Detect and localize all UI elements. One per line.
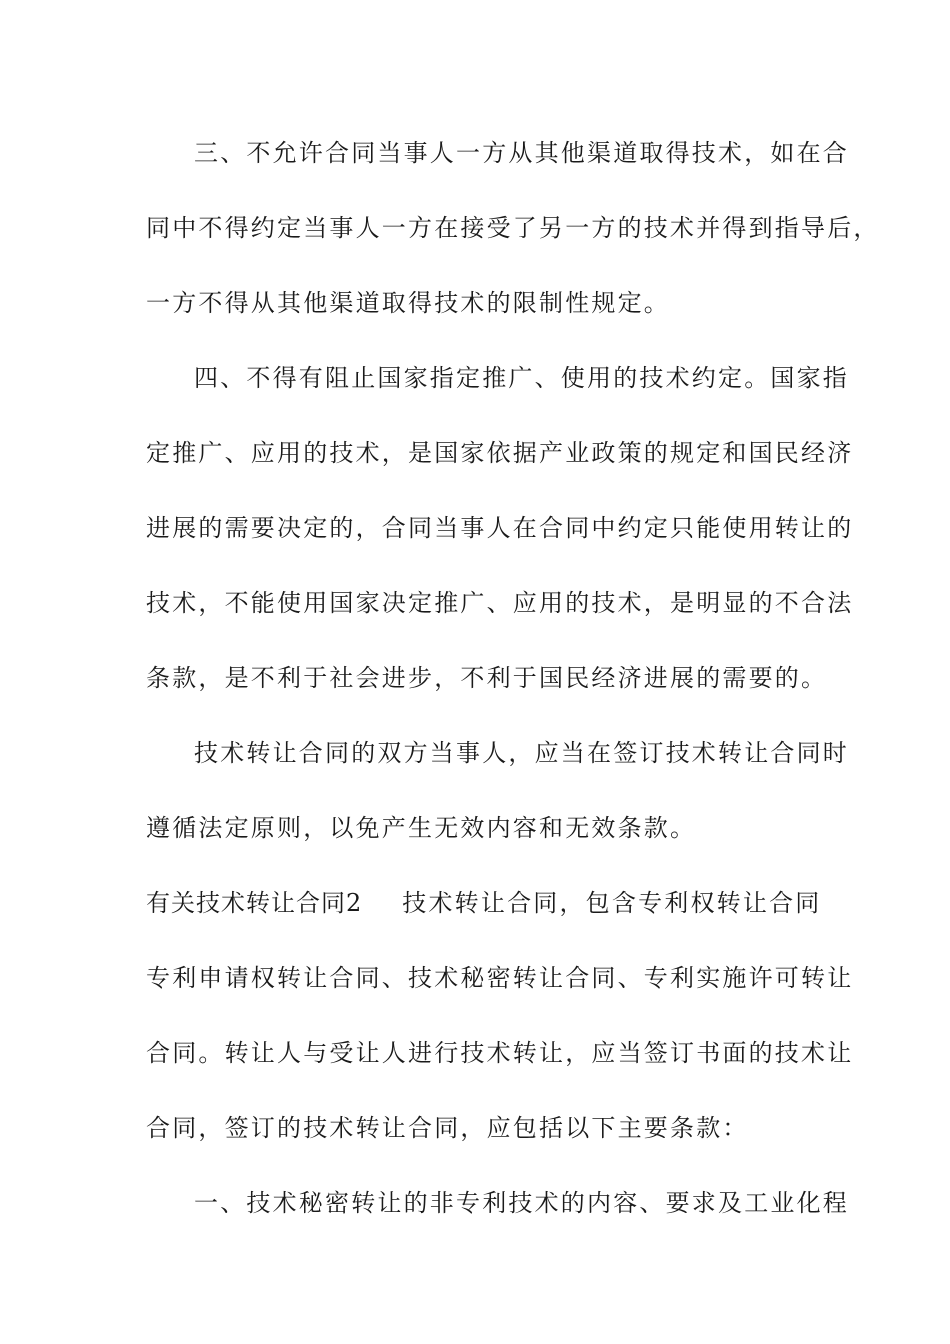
paragraph-line: 四、不得有阻止国家指定推广、使用的技术约定。国家指 — [194, 364, 849, 392]
paragraph-line: 同中不得约定当事人一方在接受了另一方的技术并得到指导后， — [146, 214, 880, 242]
paragraph-line: 进展的需要决定的，合同当事人在合同中约定只能使用转让的 — [146, 514, 854, 542]
paragraph-line: 专利申请权转让合同、技术秘密转让合同、专利实施许可转让 — [146, 964, 854, 992]
paragraph-line: 合同。转让人与受让人进行技术转让，应当签订书面的技术让 — [146, 1039, 854, 1067]
paragraph-line: 三、不允许合同当事人一方从其他渠道取得技术，如在合 — [194, 139, 849, 167]
paragraph-line: 技术，不能使用国家决定推广、应用的技术，是明显的不合法 — [146, 589, 854, 617]
paragraph-line: 一方不得从其他渠道取得技术的限制性规定。 — [146, 289, 670, 317]
paragraph-line: 合同，签订的技术转让合同，应包括以下主要条款： — [146, 1114, 749, 1142]
paragraph-line: 一、技术秘密转让的非专利技术的内容、要求及工业化程 — [194, 1189, 849, 1217]
section-heading-line — [146, 888, 822, 918]
paragraph-line: 条款，是不利于社会进步，不利于国民经济进展的需要的。 — [146, 664, 828, 692]
section-heading: 有关技术转让合同2 — [146, 889, 363, 917]
paragraph-line: 技术转让合同的双方当事人，应当在签订技术转让合同时 — [194, 739, 849, 767]
paragraph-line: 定推广、应用的技术，是国家依据产业政策的规定和国民经济 — [146, 439, 854, 467]
paragraph-line: 遵循法定原则，以免产生无效内容和无效条款。 — [146, 814, 697, 842]
paragraph-line: 技术转让合同，包含专利权转让合同 — [402, 889, 822, 917]
